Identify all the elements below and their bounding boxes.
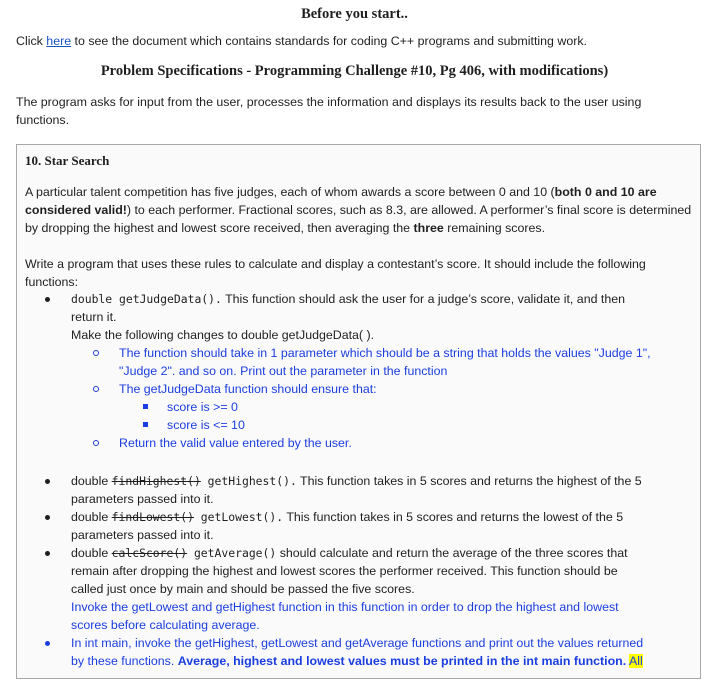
old-name: calcScore()	[111, 546, 188, 560]
invoke-instruction: Invoke the getLowest and getHighest function in this function in order to drop the highest and lowest	[71, 600, 619, 614]
specs-title: Problem Specifications - Programming Challenge #10, Pg 406, with modifications)	[100, 63, 609, 79]
click-suffix: to see the document which contains standards for coding C++ programs and submitting work.	[71, 34, 587, 48]
problem-box	[16, 144, 701, 679]
bullet-icon	[45, 479, 50, 484]
type-word: double	[71, 546, 112, 560]
circle-bullet-icon	[93, 440, 99, 446]
desc-part: remaining scores.	[443, 221, 546, 235]
highlighted-text: All	[628, 654, 643, 668]
bullet-getlowest	[71, 508, 623, 526]
bullet-icon	[45, 641, 50, 646]
bullet-text-cont: parameters passed into it.	[71, 528, 214, 542]
main-emphasis: Average, highest and lowest values must be printed in the int main function.	[177, 654, 627, 668]
rule-max: score is <= 10	[167, 418, 245, 432]
new-name: getHighest().	[200, 474, 297, 488]
new-name: getLowest().	[193, 510, 284, 524]
bullet-icon	[45, 515, 50, 520]
code-getjudgedata: double getJudgeData().	[71, 292, 222, 306]
desc-part: ) to each performer. Fractional scores, such as 8.3, are allowed. A performer’s final score is determined by dropping the highest and lowest score received, then averaging the	[25, 203, 692, 235]
standards-link[interactable]: here	[46, 34, 72, 48]
main-instruction: In int main, invoke the getHighest, getLowest and getAverage functions and print out the values returned	[71, 636, 644, 650]
type-word: double	[71, 510, 112, 524]
program-requirements: Write a program that uses these rules to calculate and display a contestant’s score. It should include the following functions:	[25, 257, 646, 289]
desc-part: A particular talent competition has five judges, each of whom awards a score between 0 and 10 (	[25, 185, 555, 199]
sub-item-validate: The getJudgeData function should ensure that:	[119, 382, 377, 396]
bullet-icon	[45, 551, 50, 556]
sub-item-parameter: The function should take in 1 parameter which should be a string that holds the values "Judge 1",	[119, 346, 651, 360]
type-word: double	[71, 474, 112, 488]
standards-line	[16, 34, 587, 48]
rule-min: score is >= 0	[167, 400, 238, 414]
specs-intro: The program asks for input from the user, processes the information and displays its results back to the user using functions.	[16, 95, 642, 127]
circle-bullet-icon	[93, 350, 99, 356]
click-prefix: Click	[16, 34, 47, 48]
desc-three: three	[413, 221, 444, 235]
problem-description	[25, 183, 695, 237]
old-name: findLowest()	[111, 510, 194, 524]
new-name: getAverage()	[187, 546, 277, 560]
sub-item-return: Return the valid value entered by the user.	[119, 436, 352, 450]
bullet-text: should calculate and return the average of the three scores that	[276, 546, 628, 560]
changes-line: Make the following changes to double getJudgeData( ).	[71, 328, 375, 342]
circle-bullet-icon	[93, 386, 99, 392]
bullet-text-cont: return it.	[71, 310, 117, 324]
bullet-text-cont: parameters passed into it.	[71, 492, 214, 506]
bullet-icon	[45, 297, 50, 302]
problem-title: 10. Star Search	[25, 153, 110, 168]
main-text: by these functions.	[71, 654, 178, 668]
square-bullet-icon	[143, 422, 148, 427]
main-instruction-cont	[71, 652, 643, 670]
bullet-getaverage	[71, 544, 628, 562]
bullet-gethighest	[71, 472, 642, 490]
bullet-text: This function should ask the user for a judge’s score, validate it, and then	[221, 292, 626, 306]
bullet-text: This function takes in 5 scores and returns the lowest of the 5	[283, 510, 624, 524]
invoke-instruction-cont: scores before calculating average.	[71, 618, 260, 632]
bullet-text-cont: called just once by main and should be passed the five scores.	[71, 582, 415, 596]
bullet-text-cont: remain after dropping the highest and lowest scores the performer received. This function should be	[71, 564, 618, 578]
old-name: findHighest()	[111, 474, 201, 488]
page-title: Before you start..	[301, 6, 408, 22]
sub-item-parameter-cont: "Judge 2". and so on. Print out the parameter in the function	[119, 364, 448, 378]
bullet-text: This function takes in 5 scores and returns the highest of the 5	[296, 474, 642, 488]
bullet-getjudgedata	[71, 290, 625, 308]
square-bullet-icon	[143, 404, 148, 409]
desc-valid-range: both 0 and 10 are considered valid!	[25, 185, 657, 217]
